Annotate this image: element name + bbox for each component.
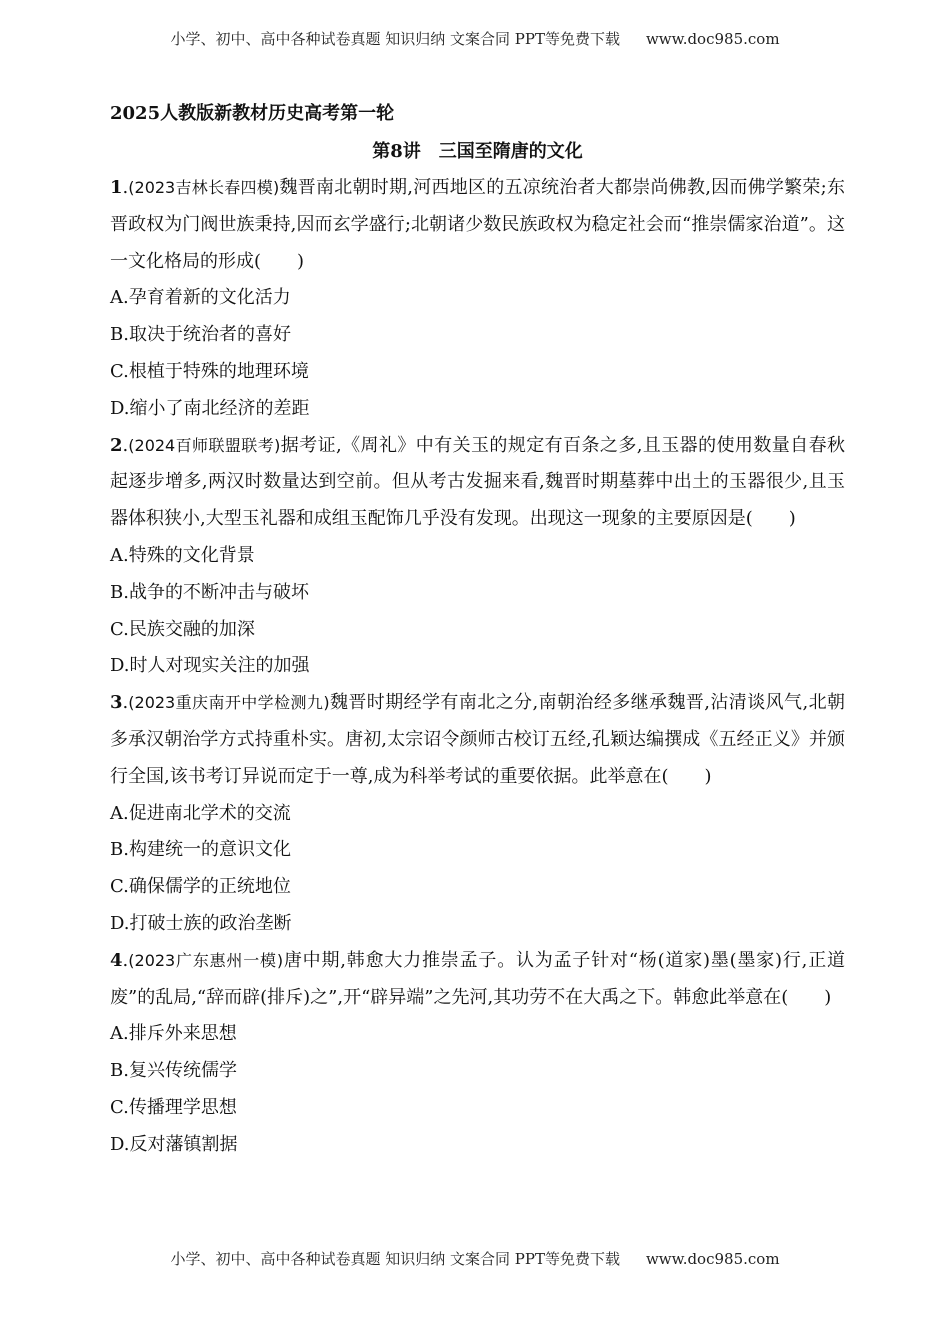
option-c: C.传播理学思想: [110, 1096, 237, 1118]
question-number: 4: [110, 949, 123, 971]
document-title: 2025人教版新教材历史高考第一轮: [110, 103, 395, 124]
option-a: A.特殊的文化背景: [110, 544, 255, 566]
option-b: B.战争的不断冲击与破坏: [110, 581, 309, 603]
page-footer: [0, 1248, 950, 1269]
option-b: B.取决于统治者的喜好: [110, 324, 291, 346]
option-d: D.反对藩镇割据: [110, 1133, 238, 1155]
question-1: [110, 170, 845, 428]
question-source: (2024百师联盟联考): [128, 435, 281, 455]
question-text: 魏晋南北朝时期,河西地区的五凉统治者大都崇尚佛教,因而佛学繁荣;东晋政权为门阀世族秉持,因而玄学盛行;北朝诸少数民族政权为稳定社会而“推崇儒家治道”。这一文化格局的形成( ): [110, 177, 845, 272]
question-number: 1: [110, 177, 123, 198]
document-body: [110, 100, 845, 1164]
question-text: 唐中期,韩愈大力推崇孟子。认为孟子针对“杨(道家)墨(墨家)行,正道废”的乱局,“辞而辟(排斥)之”,开“辟异端”之先河,其功劳不在大禹之下。韩愈此举意在( ): [110, 949, 845, 1008]
question-source: (2023吉林长春四模): [128, 178, 280, 197]
option-d: D.打破士族的政治垄断: [110, 912, 292, 934]
header-text: 小学、初中、高中各种试卷真题 知识归纳 文案合同 PPT等免费下载: [170, 30, 620, 48]
question-3: [110, 685, 845, 943]
question-source: (2023广东惠州一模): [128, 950, 284, 970]
question-stem: 4.(2023广东惠州一模)唐中期,韩愈大力推崇孟子。认为孟子针对“杨(道家)墨(墨家)行,正道废”的乱局,“辞而辟(排斥)之”,开“辟异端”之先河,其功劳不在大禹之下。韩愈此举意在( ): [110, 949, 845, 1008]
option-c: C.根植于特殊的地理环境: [110, 360, 309, 382]
option-b: B.复兴传统儒学: [110, 1060, 237, 1082]
option-b: B.构建统一的意识文化: [110, 839, 291, 861]
question-2: [110, 428, 845, 686]
question-text: 据考证,《周礼》中有关玉的规定有百条之多,且玉器的使用数量自春秋起逐步增多,两汉时数量达到空前。但从考古发掘来看,魏晋时期墓葬中出土的玉器很少,且玉器体积狭小,大型玉礼器和成组玉配饰几乎没有发现。出现这一现象的主要原因是( ): [110, 434, 845, 530]
footer-site-link[interactable]: www.doc985.com: [645, 1250, 780, 1268]
question-stem: 1.(2023吉林长春四模)魏晋南北朝时期,河西地区的五凉统治者大都崇尚佛教,因而佛学繁荣;东晋政权为门阀世族秉持,因而玄学盛行;北朝诸少数民族政权为稳定社会而“推崇儒家治道”。这一文化格局的形成( ): [110, 177, 845, 272]
option-d: D.缩小了南北经济的差距: [110, 397, 310, 419]
option-a: A.促进南北学术的交流: [110, 802, 291, 824]
option-c: C.民族交融的加深: [110, 618, 255, 640]
lecture-title: 第8讲 三国至隋唐的文化: [372, 141, 583, 162]
question-number: 3: [110, 692, 123, 714]
option-a: A.孕育着新的文化活力: [110, 287, 291, 309]
option-d: D.时人对现实关注的加强: [110, 655, 310, 677]
header-site-link[interactable]: www.doc985.com: [645, 30, 780, 48]
question-stem: 2.(2024百师联盟联考)据考证,《周礼》中有关玉的规定有百条之多,且玉器的使用数量自春秋起逐步增多,两汉时数量达到空前。但从考古发掘来看,魏晋时期墓葬中出土的玉器很少,且玉器体积狭小,大型玉礼器和成组玉配饰几乎没有发现。出现这一现象的主要原因是( ): [110, 434, 845, 530]
question-number: 2: [110, 434, 123, 456]
page-header: [0, 28, 950, 49]
question-stem: 3.(2023重庆南开中学检测九)魏晋时期经学有南北之分,南朝治经多继承魏晋,沾清谈风气,北朝多承汉朝治学方式持重朴实。唐初,太宗诏令颜师古校订五经,孔颖达编撰成《五经正义》并颁行全国,该书考订异说而定于一尊,成为科举考试的重要依据。此举意在( ): [110, 692, 845, 787]
question-text: 魏晋时期经学有南北之分,南朝治经多继承魏晋,沾清谈风气,北朝多承汉朝治学方式持重朴实。唐初,太宗诏令颜师古校订五经,孔颖达编撰成《五经正义》并颁行全国,该书考订异说而定于一尊,成为科举考试的重要依据。此举意在( ): [110, 692, 845, 787]
footer-text: 小学、初中、高中各种试卷真题 知识归纳 文案合同 PPT等免费下载: [170, 1250, 620, 1268]
option-c: C.确保儒学的正统地位: [110, 876, 291, 898]
question-4: [110, 943, 845, 1164]
question-source: (2023重庆南开中学检测九): [128, 693, 330, 713]
option-a: A.排斥外来思想: [110, 1023, 237, 1045]
